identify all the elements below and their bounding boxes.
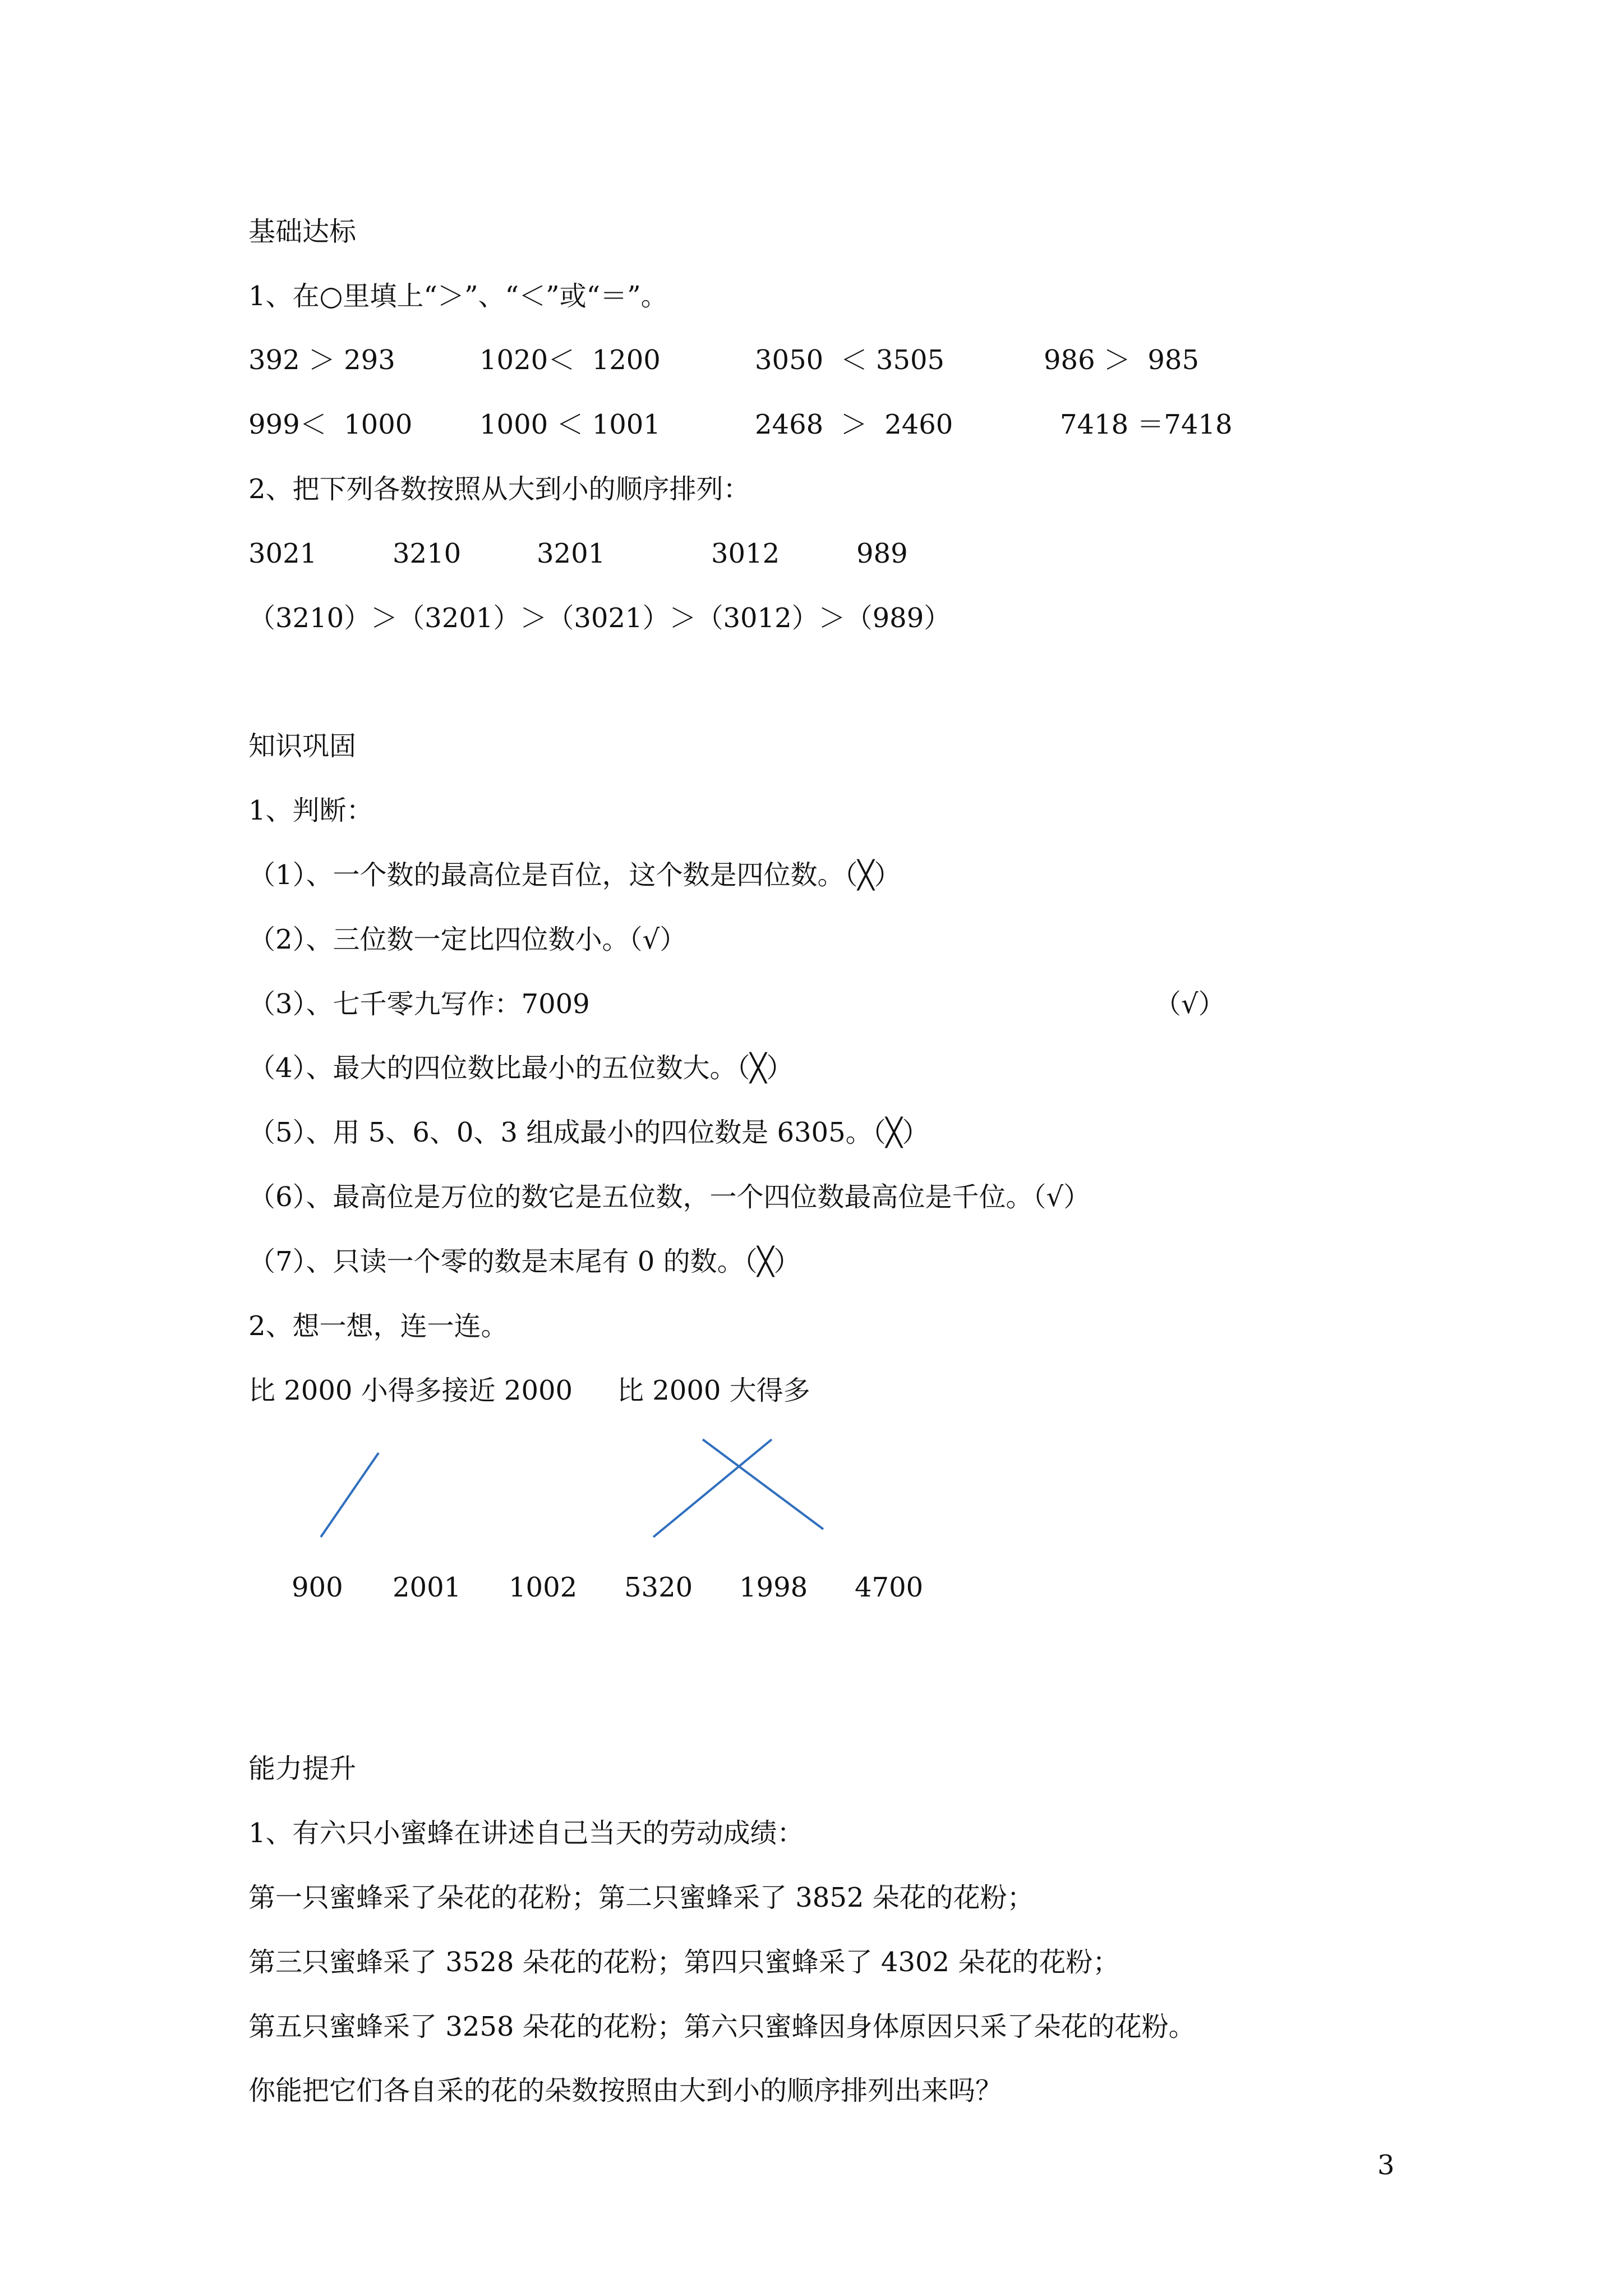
page-number: 3 xyxy=(1377,2150,1395,2181)
compare-item: 999＜ 1000 xyxy=(248,409,413,440)
match-option: 1002 xyxy=(509,1572,578,1603)
question-judge-title: 1、判断： xyxy=(248,795,374,826)
bees-line: 第一只蜜蜂采了朵花的花粉；第二只蜜蜂采了 3852 朵花的花粉； xyxy=(248,1882,1034,1913)
match-option: 2001 xyxy=(393,1572,462,1603)
question-order-title: 2、把下列各数按照从大到小的顺序排列： xyxy=(248,473,750,505)
section-heading-improve: 能力提升 xyxy=(248,1753,357,1784)
question-match-title: 2、想一想，连一连。 xyxy=(248,1310,508,1342)
judge-item: （6）、最高位是万位的数它是五位数，一个四位数最高位是千位。（√） xyxy=(248,1181,1091,1213)
order-answer: （3210）＞（3201）＞（3021）＞（3012）＞（989） xyxy=(248,602,951,634)
match-option: 900 xyxy=(292,1572,343,1603)
section-heading-basic: 基础达标 xyxy=(248,216,357,247)
compare-item: 1020＜ 1200 xyxy=(479,344,661,376)
judge-item: （7）、只读一个零的数是末尾有 0 的数。（╳） xyxy=(248,1246,801,1277)
bees-line: 第三只蜜蜂采了 3528 朵花的花粉；第四只蜜蜂采了 4302 朵花的花粉； xyxy=(248,1947,1120,1978)
compare-item: 7418 ＝7418 xyxy=(1060,409,1233,440)
compare-item: 1000 ＜ 1001 xyxy=(479,409,661,440)
section-heading-consolidate: 知识巩固 xyxy=(248,730,357,762)
match-line xyxy=(321,1453,379,1537)
question-compare-title: 1、在○里填上“＞”、“＜”或“＝”。 xyxy=(248,280,668,312)
match-option: 5320 xyxy=(624,1572,693,1603)
judge-item: （3）、七千零九写作：7009 xyxy=(248,988,590,1020)
order-number: 3210 xyxy=(393,538,462,569)
order-number: 3201 xyxy=(537,538,606,569)
match-line xyxy=(653,1439,772,1537)
match-label-left: 比 2000 小得多接近 2000 xyxy=(248,1375,573,1406)
compare-item: 986 ＞ 985 xyxy=(1044,344,1200,376)
compare-item: 2468 ＞ 2460 xyxy=(755,409,953,440)
match-line xyxy=(703,1439,823,1529)
match-option: 1998 xyxy=(739,1572,808,1603)
judge-item: （5）、用 5、6、0、3 组成最小的四位数是 6305。（╳） xyxy=(248,1117,929,1148)
match-label-right: 比 2000 大得多 xyxy=(617,1375,810,1406)
order-number: 3012 xyxy=(711,538,780,569)
bees-question: 你能把它们各自采的花的朵数按照由大到小的顺序排列出来吗？ xyxy=(248,2075,1003,2106)
compare-item: 392 ＞ 293 xyxy=(248,344,395,376)
judge-item: （2）、三位数一定比四位数小。（√） xyxy=(248,924,687,955)
bees-line: 第五只蜜蜂采了 3258 朵花的花粉；第六只蜜蜂因身体原因只采了朵花的花粉。 xyxy=(248,2011,1196,2042)
question-bees-title: 1、有六只小蜜蜂在讲述自己当天的劳动成绩： xyxy=(248,1818,804,1849)
judge-item: （1）、一个数的最高位是百位，这个数是四位数。（╳） xyxy=(248,859,901,891)
match-option: 4700 xyxy=(855,1572,924,1603)
order-number: 989 xyxy=(856,538,908,569)
judge-item: （4）、最大的四位数比最小的五位数大。（╳） xyxy=(248,1052,794,1084)
order-number: 3021 xyxy=(248,538,317,569)
judge-mark: （√） xyxy=(1154,988,1225,1020)
compare-item: 3050 ＜ 3505 xyxy=(755,344,945,376)
